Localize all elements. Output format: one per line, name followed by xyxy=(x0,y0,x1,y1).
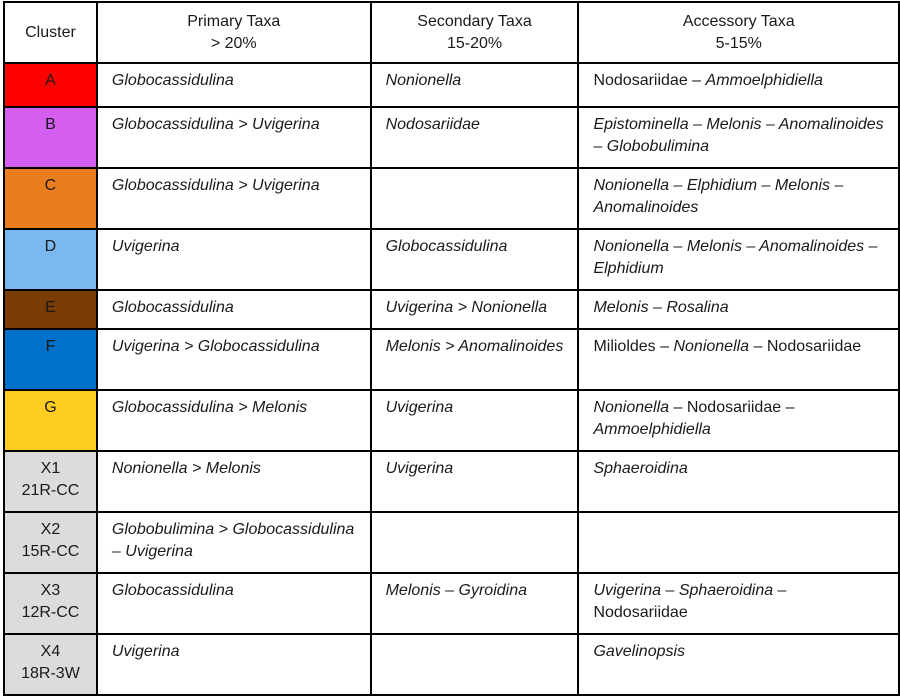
cluster-label: C xyxy=(44,177,57,194)
taxa-text: Nonionella – Melonis – Anomalinoides – Elphidium xyxy=(593,238,878,277)
cluster-label: F xyxy=(45,338,56,355)
taxa-text: Nodosariidae xyxy=(385,116,480,133)
taxa-text: Nonionella xyxy=(593,399,670,416)
accessory-taxa-cell xyxy=(578,512,899,573)
secondary-taxa-cell xyxy=(371,329,579,390)
taxa-text: Uvigerina – Sphaeroidina – xyxy=(593,582,787,599)
taxa-text: Globobulimina > Globocassidulina – Uvigerina xyxy=(111,521,355,560)
taxa-text: Ammoelphidiella xyxy=(705,72,823,89)
taxa-text: Uvigerina xyxy=(111,643,180,660)
cluster-sample: 12R-CC xyxy=(21,604,80,621)
primary-taxa-cell xyxy=(97,290,371,329)
accessory-taxa-cell xyxy=(578,451,899,512)
primary-taxa-cell xyxy=(97,634,371,695)
table-row xyxy=(4,63,899,107)
cluster-cell xyxy=(4,634,97,695)
primary-taxa-cell xyxy=(97,63,371,107)
secondary-taxa-cell xyxy=(371,451,579,512)
secondary-taxa-cell xyxy=(371,390,579,451)
primary-taxa-cell xyxy=(97,451,371,512)
cluster-cell xyxy=(4,168,97,229)
taxa-text: Melonis > Anomalinoides xyxy=(385,338,564,355)
primary-taxa-cell xyxy=(97,573,371,634)
taxa-text: Globocassidulina xyxy=(111,299,234,316)
primary-taxa-cell xyxy=(97,512,371,573)
taxa-text: Nonionella xyxy=(385,72,462,89)
cluster-sample: 21R-CC xyxy=(21,482,80,499)
accessory-taxa-cell xyxy=(578,390,899,451)
cluster-sample: 15R-CC xyxy=(21,543,80,560)
taxa-text: Nonionella – Elphidium – Melonis – Anomalinoides xyxy=(593,177,844,216)
taxa-text: Globocassidulina xyxy=(385,238,508,255)
secondary-taxa-cell xyxy=(371,290,579,329)
taxa-text: – Nodosariidae xyxy=(749,338,862,355)
primary-taxa-cell xyxy=(97,229,371,290)
taxa-text: Globocassidulina > Uvigerina xyxy=(111,177,320,194)
header-cluster: Cluster xyxy=(4,2,97,63)
cluster-cell xyxy=(4,573,97,634)
taxa-text: Nodosariidae – xyxy=(593,72,706,89)
table-row xyxy=(4,329,899,390)
taxa-text: Ammoelphidiella xyxy=(593,421,711,438)
accessory-taxa-cell xyxy=(578,573,899,634)
cluster-cell xyxy=(4,451,97,512)
cluster-cell xyxy=(4,329,97,390)
table-row xyxy=(4,512,899,573)
cluster-cell xyxy=(4,229,97,290)
cluster-cell xyxy=(4,107,97,168)
secondary-taxa-cell xyxy=(371,573,579,634)
taxa-text: Nonionella > Melonis xyxy=(111,460,261,477)
secondary-taxa-cell xyxy=(371,107,579,168)
taxa-text: Gavelinopsis xyxy=(593,643,686,660)
taxa-text: Melonis – Gyroidina xyxy=(385,582,527,599)
cluster-label: X3 xyxy=(40,582,61,599)
taxa-text: Nonionella xyxy=(673,338,750,355)
cluster-cell xyxy=(4,512,97,573)
taxa-text: Uvigerina xyxy=(385,460,454,477)
secondary-taxa-cell xyxy=(371,168,579,229)
table-row xyxy=(4,451,899,512)
taxa-text: Uvigerina xyxy=(111,238,180,255)
accessory-taxa-cell xyxy=(578,634,899,695)
taxa-text: Sphaeroidina xyxy=(593,460,688,477)
taxa-text: Uvigerina > Globocassidulina xyxy=(111,338,320,355)
taxa-text: Globocassidulina > Melonis xyxy=(111,399,308,416)
table-row xyxy=(4,229,899,290)
accessory-taxa-cell xyxy=(578,229,899,290)
taxa-text: Milioldes – xyxy=(593,338,674,355)
header-primary-taxa: Primary Taxa > 20% xyxy=(97,2,371,63)
cluster-label: E xyxy=(45,299,56,316)
header-accessory-taxa: Accessory Taxa 5-15% xyxy=(578,2,899,63)
taxa-text: Melonis – Rosalina xyxy=(593,299,729,316)
table-row xyxy=(4,168,899,229)
accessory-taxa-cell xyxy=(578,168,899,229)
cluster-label: X2 xyxy=(40,521,61,538)
cluster-label: G xyxy=(44,399,57,416)
accessory-taxa-cell xyxy=(578,290,899,329)
secondary-taxa-cell xyxy=(371,229,579,290)
table-row xyxy=(4,107,899,168)
taxa-text: – Nodosariidae – xyxy=(669,399,795,416)
primary-taxa-cell xyxy=(97,329,371,390)
table-row xyxy=(4,290,899,329)
table-row xyxy=(4,390,899,451)
taxa-text: Uvigerina xyxy=(385,399,454,416)
taxa-text: Uvigerina > Nonionella xyxy=(385,299,548,316)
secondary-taxa-cell xyxy=(371,63,579,107)
taxa-text: Globocassidulina xyxy=(111,582,234,599)
taxa-text: Globocassidulina > Uvigerina xyxy=(111,116,320,133)
taxa-table xyxy=(3,1,900,696)
table-row xyxy=(4,634,899,695)
cluster-sample: 18R-3W xyxy=(21,665,80,682)
cluster-label: X4 xyxy=(40,643,61,660)
primary-taxa-cell xyxy=(97,168,371,229)
secondary-taxa-cell xyxy=(371,512,579,573)
taxa-text: Nodosariidae xyxy=(593,604,688,621)
primary-taxa-cell xyxy=(97,107,371,168)
cluster-label: A xyxy=(45,72,56,89)
secondary-taxa-cell xyxy=(371,634,579,695)
header-row xyxy=(4,2,899,63)
taxa-text: Globocassidulina xyxy=(111,72,234,89)
cluster-cell xyxy=(4,390,97,451)
taxa-text: Epistominella – Melonis – Anomalinoides – Globobulimina xyxy=(593,116,884,155)
cluster-cell xyxy=(4,290,97,329)
table-row xyxy=(4,573,899,634)
accessory-taxa-cell xyxy=(578,329,899,390)
cluster-label: X1 xyxy=(40,460,61,477)
header-secondary-taxa: Secondary Taxa 15-20% xyxy=(371,2,579,63)
accessory-taxa-cell xyxy=(578,107,899,168)
cluster-cell xyxy=(4,63,97,107)
cluster-label: B xyxy=(45,116,56,133)
accessory-taxa-cell xyxy=(578,63,899,107)
cluster-label: D xyxy=(44,238,57,255)
primary-taxa-cell xyxy=(97,390,371,451)
